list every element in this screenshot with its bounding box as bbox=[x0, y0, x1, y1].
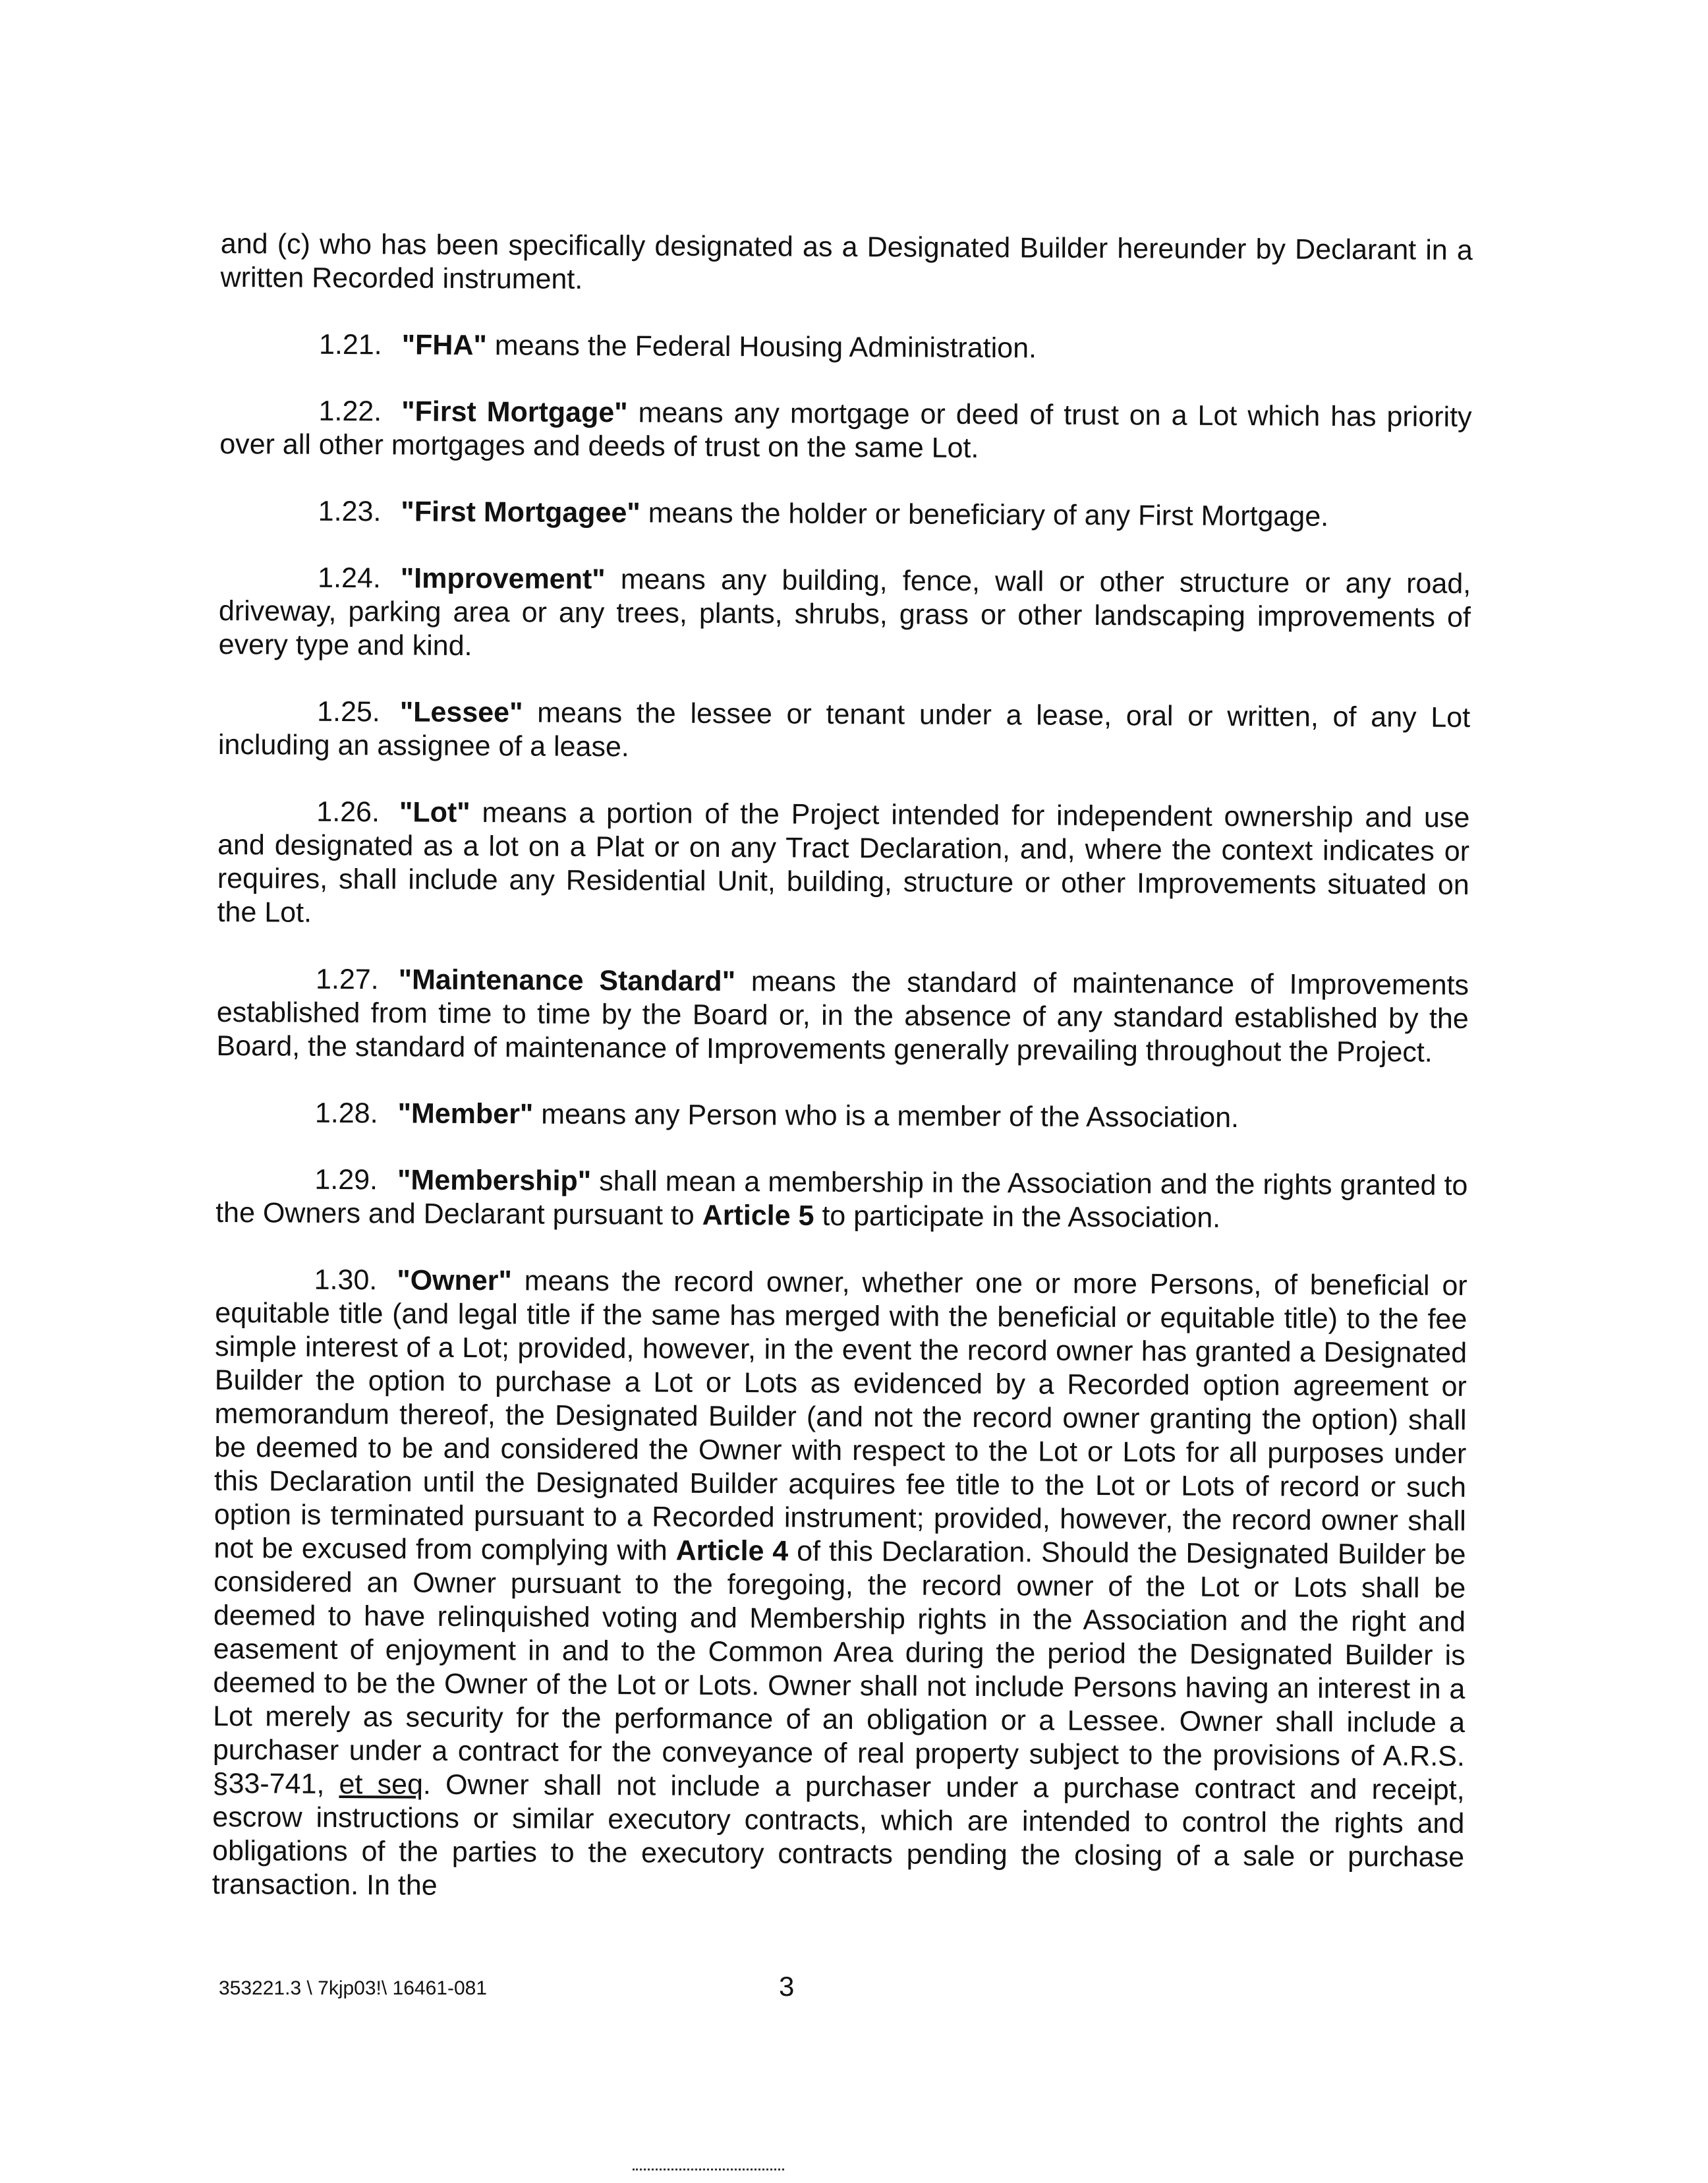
document-id: 353221.3 \ 7kjp03!\ 16461-081 bbox=[219, 1977, 488, 1999]
page-number: 3 bbox=[779, 1971, 795, 2002]
defined-term: "Lot" bbox=[399, 796, 470, 829]
definition-text: . Owner shall not include a purchaser under a purchase contract and receipt, escrow instructions or similar executory contracts, which are intended to control the rights and obligations of the parties to the executory contracts pending the closing of a sale or purchase transaction. In the bbox=[212, 1768, 1465, 1902]
definition-text: to participate in the Association. bbox=[822, 1200, 1221, 1234]
latin-citation: et seq bbox=[339, 1768, 424, 1801]
definition-text: means any building, fence, wall or other structure or any road, driveway, parking area or any trees, plants, shrubs, grass or other landscaping improvements of every type and kind. bbox=[218, 564, 1471, 662]
defined-term: "Membership" bbox=[397, 1164, 592, 1197]
paragraph-continuation bbox=[220, 227, 1473, 301]
section-number: 1.24. bbox=[318, 562, 381, 595]
definition-1-30 bbox=[212, 1263, 1467, 1908]
article-reference: Article 4 bbox=[675, 1534, 789, 1567]
defined-term: "FHA" bbox=[401, 329, 487, 362]
section-number: 1.28. bbox=[314, 1097, 378, 1130]
section-number: 1.21. bbox=[318, 328, 382, 361]
definition-text: means any mortgage or deed of trust on a Lot which has priority over all other mortgages and deeds of trust on the same Lot. bbox=[219, 397, 1472, 465]
definition-1-27 bbox=[216, 962, 1469, 1070]
definition-1-23 bbox=[219, 494, 1471, 535]
definition-1-28 bbox=[216, 1096, 1468, 1136]
definition-1-26 bbox=[217, 795, 1469, 936]
definition-1-21 bbox=[220, 328, 1472, 368]
paragraph-text: and (c) who has been specifically designated as a Designated Builder hereunder by Declarant in a written Recorded instrument. bbox=[220, 228, 1473, 295]
defined-term: "First Mortgagee" bbox=[401, 496, 640, 529]
definition-text: means any Person who is a member of the Association. bbox=[541, 1098, 1239, 1134]
definition-1-24 bbox=[219, 561, 1471, 668]
article-reference: Article 5 bbox=[702, 1199, 814, 1232]
defined-term: "First Mortgage" bbox=[401, 395, 628, 429]
section-number: 1.30. bbox=[314, 1264, 378, 1296]
definition-text: means the holder or beneficiary of any First Mortgage. bbox=[648, 497, 1329, 533]
defined-term: "Owner" bbox=[397, 1264, 512, 1297]
definition-text: means the record owner, whether one or more Persons, of beneficial or equitable title (and legal title if the same has merged with the beneficial or equitable title) to the fee simple interest of a Lot; provided, however, in the event the record owner has granted a Designated Builder the option to purchase a Lot or Lots as evidenced by a Recorded option agreement or memorandum thereof, the Designated Builder (and not the record owner granting the option) shall be deemed to be and considered the Owner with respect to the Lot or Lots for all purposes under this Declaration until the Designated Builder acquires fee title to the Lot or Lots of record or such option is terminated pursuant to a Recorded instrument; provided, however, the record owner shall not be excused from complying with bbox=[214, 1265, 1467, 1567]
defined-term: "Member" bbox=[397, 1097, 534, 1130]
body-text bbox=[212, 227, 1473, 1941]
defined-term: "Lessee" bbox=[399, 696, 523, 729]
definition-text: means a portion of the Project intended for independent ownership and use and designated as a lot on a Plat or on any Tract Declaration, and, where the context indicates or requires, shall include any Residential Unit, building, structure or other Improvements situated on the Lot. bbox=[217, 797, 1470, 929]
definition-1-25 bbox=[218, 695, 1471, 769]
definition-text: means the standard of maintenance of Improvements established from time to time by the Board or, in the absence of any standard established by the Board, the standard of maintenance of Improvements generally prevailing throughout the Project. bbox=[216, 966, 1469, 1068]
section-number: 1.23. bbox=[318, 495, 382, 528]
defined-term: "Improvement" bbox=[400, 562, 606, 596]
section-number: 1.25. bbox=[317, 695, 380, 728]
definition-text: means the Federal Housing Administration. bbox=[494, 330, 1037, 364]
definition-text: means the lessee or tenant under a lease, oral or written, of any Lot including an assignee of a lease. bbox=[217, 697, 1471, 763]
section-number: 1.26. bbox=[316, 796, 380, 829]
defined-term: "Maintenance Standard" bbox=[398, 964, 736, 998]
definition-text: shall mean a membership in the Association and the rights granted to the Owners and Declarant pursuant to bbox=[215, 1165, 1468, 1231]
definition-1-22 bbox=[219, 394, 1472, 468]
definition-text: of this Declaration. Should the Designated Builder be considered an Owner pursuant to the foregoing, the record owner of the Lot or Lots shall be deemed to have relinquished voting and Membership rights in the Association and the right and easement of enjoyment in and to the Common Area during the period the Designated Builder is deemed to be the Owner of the Lot or Lots. Owner shall not include Persons having an interest in a Lot merely as security for the performance of an obligation or a Lessee. Owner shall include a purchaser under a contract for the conveyance of real property subject to the provisions of A.R.S. §33-741, bbox=[212, 1535, 1466, 1800]
section-number: 1.22. bbox=[318, 395, 382, 428]
scan-artifact-line bbox=[633, 2168, 784, 2172]
definition-1-29 bbox=[215, 1163, 1468, 1237]
section-number: 1.29. bbox=[314, 1163, 378, 1196]
section-number: 1.27. bbox=[315, 963, 379, 996]
